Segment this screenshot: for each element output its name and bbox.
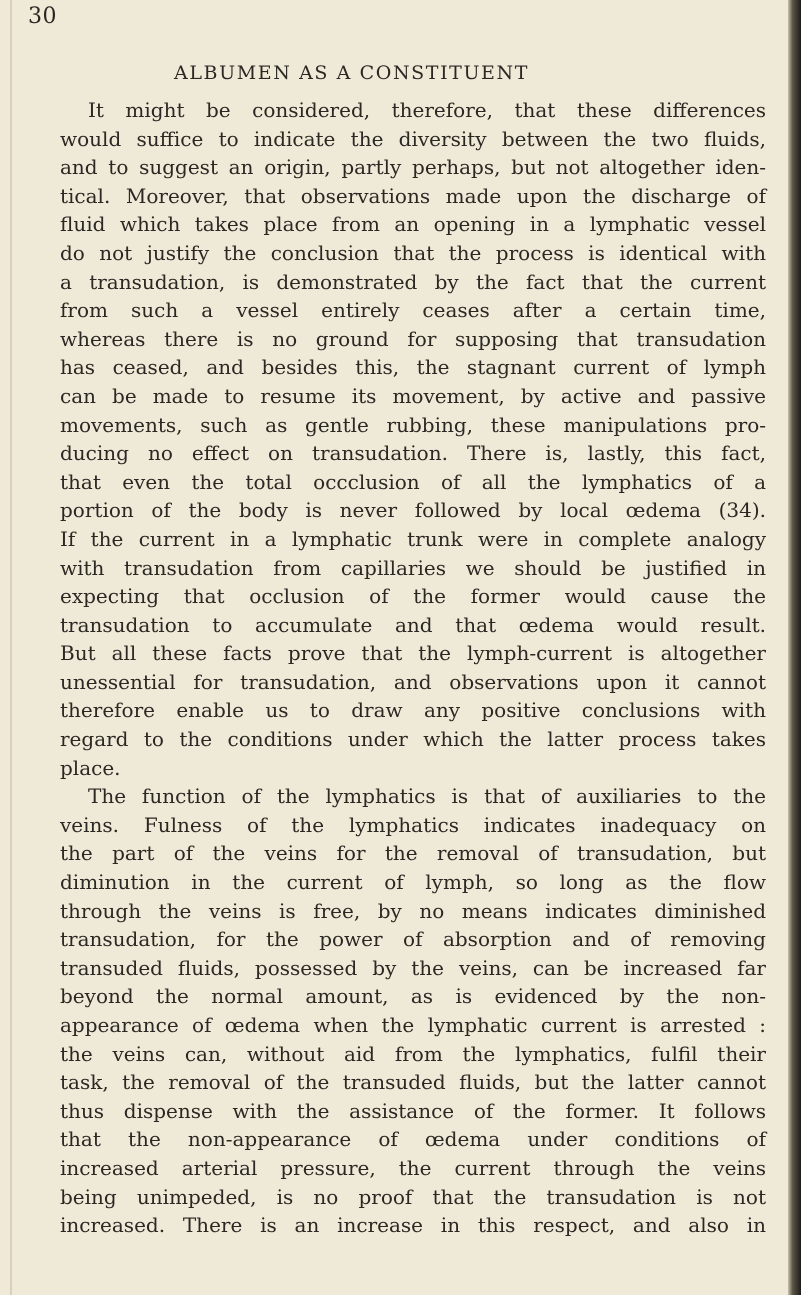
text-line: transudation, for the power of absorption and of removing [60,927,766,952]
text-line: diminution in the current of lymph, so long as the flow [60,870,766,895]
text-line: do not justify the conclusion that the process is identical with [60,240,766,265]
text-line: portion of the body is never followed by local œdema (34). [60,498,766,523]
text-line: But all these facts prove that the lymph-current is altogether [60,641,766,666]
text-line: unessential for transudation, and observations upon it cannot [60,669,766,694]
text-line: beyond the normal amount, as is evidenced by the non- [60,984,766,1009]
text-line: has ceased, and besides this, the stagnant current of lymph [60,355,766,380]
text-line: tical. Moreover, that observations made upon the discharge of [60,183,766,208]
text-line: appearance of œdema when the lymphatic current is arrested : [60,1013,766,1037]
text-line: from such a vessel entirely ceases after a certain time, [60,298,766,323]
text-line: can be made to resume its movement, by active and passive [60,383,766,408]
text-line: fluid which takes place from an opening in a lymphatic vessel [60,212,766,237]
text-line: therefore enable us to draw any positive conclusions with [60,698,766,723]
text-line: increased arterial pressure, the current through the veins [60,1155,766,1180]
paragraph [60,96,766,782]
text-line: thus dispense with the assistance of the former. It follows [60,1098,766,1123]
page-edge-shadow [10,0,12,1295]
text-line: movements, such as gentle rubbing, these manipulations pro- [60,412,766,437]
text-line: that even the total occclusion of all the lymphatics of a [60,469,766,494]
text-line: increased. There is an increase in this respect, and also in [60,1213,766,1238]
body-text [60,96,766,1240]
text-line: transuded fluids, possessed by the veins, can be increased far [60,955,766,980]
text-line: expecting that occlusion of the former would cause the [60,584,766,609]
text-line: would suffice to indicate the diversity between the two fluids, [60,126,766,151]
text-line: through the veins is free, by no means indicates diminished [60,898,766,923]
text-line: a transudation, is demonstrated by the fact that the current [60,269,766,294]
text-line: ducing no effect on transudation. There is, lastly, this fact, [60,441,766,466]
paragraph [60,782,766,1240]
text-line: place. [60,755,121,780]
text-line: If the current in a lymphatic trunk were in complete analogy [60,526,766,551]
book-binding-edge [788,0,801,1295]
text-line: transudation to accumulate and that œdema would result. [60,612,766,637]
text-line: that the non-appearance of œdema under conditions of [60,1127,766,1152]
text-line: being unimpeded, is no proof that the transudation is not [60,1184,766,1209]
text-line: regard to the conditions under which the latter process takes [60,727,766,752]
running-head: ALBUMEN AS A CONSTITUENT [174,62,530,84]
text-line: It might be considered, therefore, that these differences [88,98,766,122]
text-line: the part of the veins for the removal of transudation, but [60,841,766,866]
text-line: and to suggest an origin, partly perhaps, but not altogether iden- [60,155,766,180]
text-line: veins. Fulness of the lymphatics indicates inadequacy on [60,812,766,837]
text-line: the veins can, without aid from the lymphatics, fulfil their [60,1041,766,1066]
page-number: 30 [28,4,57,29]
text-line: whereas there is no ground for supposing that transudation [60,326,766,351]
text-line: task, the removal of the transuded fluids, but the latter cannot [60,1070,766,1095]
text-line: with transudation from capillaries we should be justified in [60,555,766,580]
text-line: The function of the lymphatics is that of auxiliaries to the [88,784,766,809]
